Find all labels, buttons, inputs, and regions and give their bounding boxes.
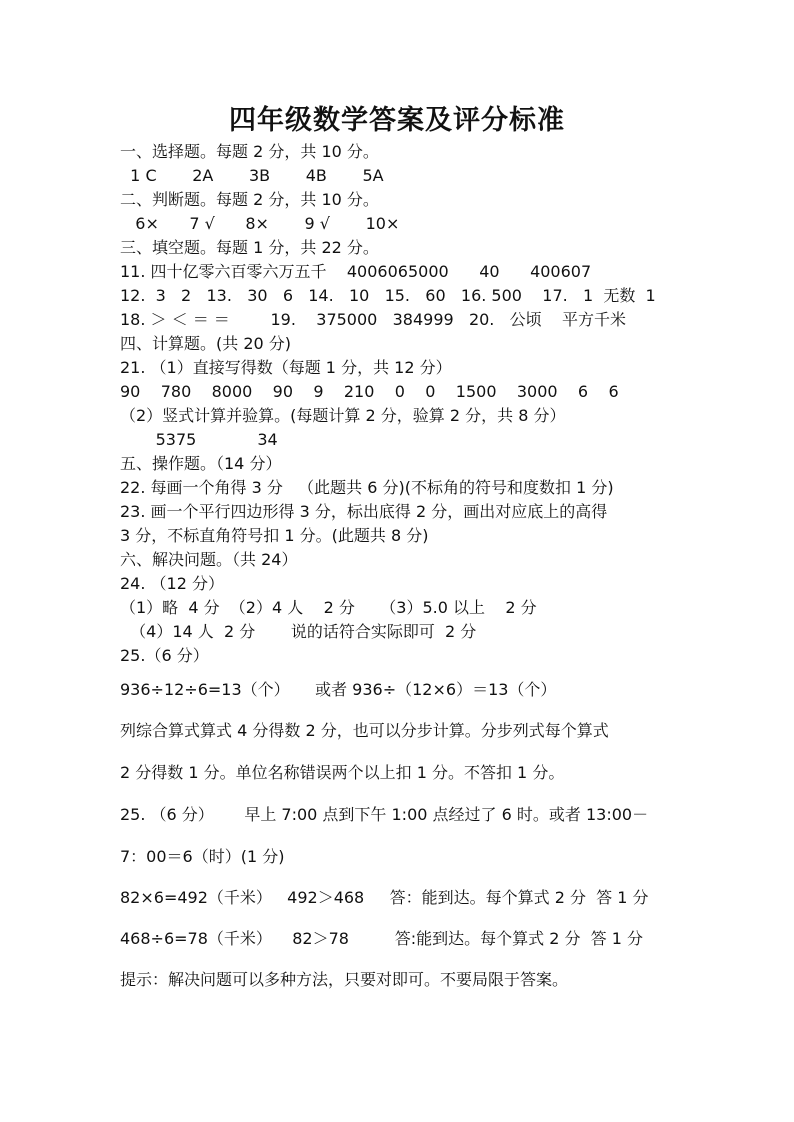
- answer-25b-line-2: 7：00＝6（时）(1 分): [120, 847, 285, 866]
- hint-note: 提示：解决问题可以多种方法，只要对即可。不要局限于答案。: [120, 970, 569, 989]
- answer-24-heading: 24. （12 分）: [120, 574, 224, 593]
- answer-calc-1: 82×6=492（千米） 492＞468 答：能到达。每个算式 2 分 答 1 分: [120, 888, 649, 907]
- answer-24-line-1: （1）略 4 分 （2）4 人 2 分 （3）5.0 以上 2 分: [120, 598, 537, 617]
- answer-21-part-1-heading: 21. （1）直接写得数（每题 1 分，共 12 分）: [120, 358, 452, 377]
- answer-25-formula: 936÷12÷6=13（个） 或者 936÷（12×6）＝13（个）: [120, 680, 557, 699]
- answer-25-note-2: 2 分得数 1 分。单位名称错误两个以上扣 1 分。不答扣 1 分。: [120, 763, 565, 782]
- answer-25b-line-1: 25. （6 分） 早上 7:00 点到下午 1:00 点经过了 6 时。或者 13:00－: [120, 805, 649, 824]
- answer-23-line-1: 23. 画一个平行四边形得 3 分，标出底得 2 分，画出对应底上的高得: [120, 502, 608, 521]
- section-1-answers: 1 C 2A 3B 4B 5A: [120, 166, 384, 185]
- section-6-heading: 六、解决问题。（共 24）: [120, 550, 298, 569]
- answer-25-heading: 25.（6 分）: [120, 646, 209, 665]
- section-2-heading: 二、判断题。每题 2 分，共 10 分。: [120, 190, 379, 209]
- answer-23-line-2: 3 分，不标直角符号扣 1 分。(此题共 8 分): [120, 526, 429, 545]
- section-2-answers: 6× 7 √ 8× 9 √ 10×: [120, 214, 400, 233]
- section-5-heading: 五、操作题。（14 分）: [120, 454, 282, 473]
- answer-22: 22. 每画一个角得 3 分 （此题共 6 分)(不标角的符号和度数扣 1 分): [120, 478, 614, 497]
- page-title: 四年级数学答案及评分标准: [229, 105, 565, 136]
- answers-18-20: 18. ＞ ＜ ＝ ＝ 19. 375000 384999 20. 公顷 平方千米: [120, 310, 626, 329]
- answer-21-part-1-values: 90 780 8000 90 9 210 0 0 1500 3000 6 6: [120, 382, 619, 401]
- answer-21-part-2-values: 5375 34: [120, 430, 278, 449]
- answer-24-line-2: （4）14 人 2 分 说的话符合实际即可 2 分: [120, 622, 477, 641]
- answer-21-part-2-heading: （2）竖式计算并验算。(每题计算 2 分，验算 2 分，共 8 分）: [120, 406, 566, 425]
- section-4-heading: 四、计算题。(共 20 分): [120, 334, 292, 353]
- answer-25-note-1: 列综合算式算式 4 分得数 2 分，也可以分步计算。分步列式每个算式: [120, 721, 609, 740]
- section-1-heading: 一、选择题。每题 2 分，共 10 分。: [120, 142, 379, 161]
- answer-11: 11. 四十亿零六百零六万五千 4006065000 40 400607: [120, 262, 592, 281]
- answer-calc-2: 468÷6=78（千米） 82＞78 答:能到达。每个算式 2 分 答 1 分: [120, 929, 643, 948]
- section-3-heading: 三、填空题。每题 1 分，共 22 分。: [120, 238, 379, 257]
- answers-12-17: 12. 3 2 13. 30 6 14. 10 15. 60 16. 500 17. 1 无数 1: [120, 286, 656, 305]
